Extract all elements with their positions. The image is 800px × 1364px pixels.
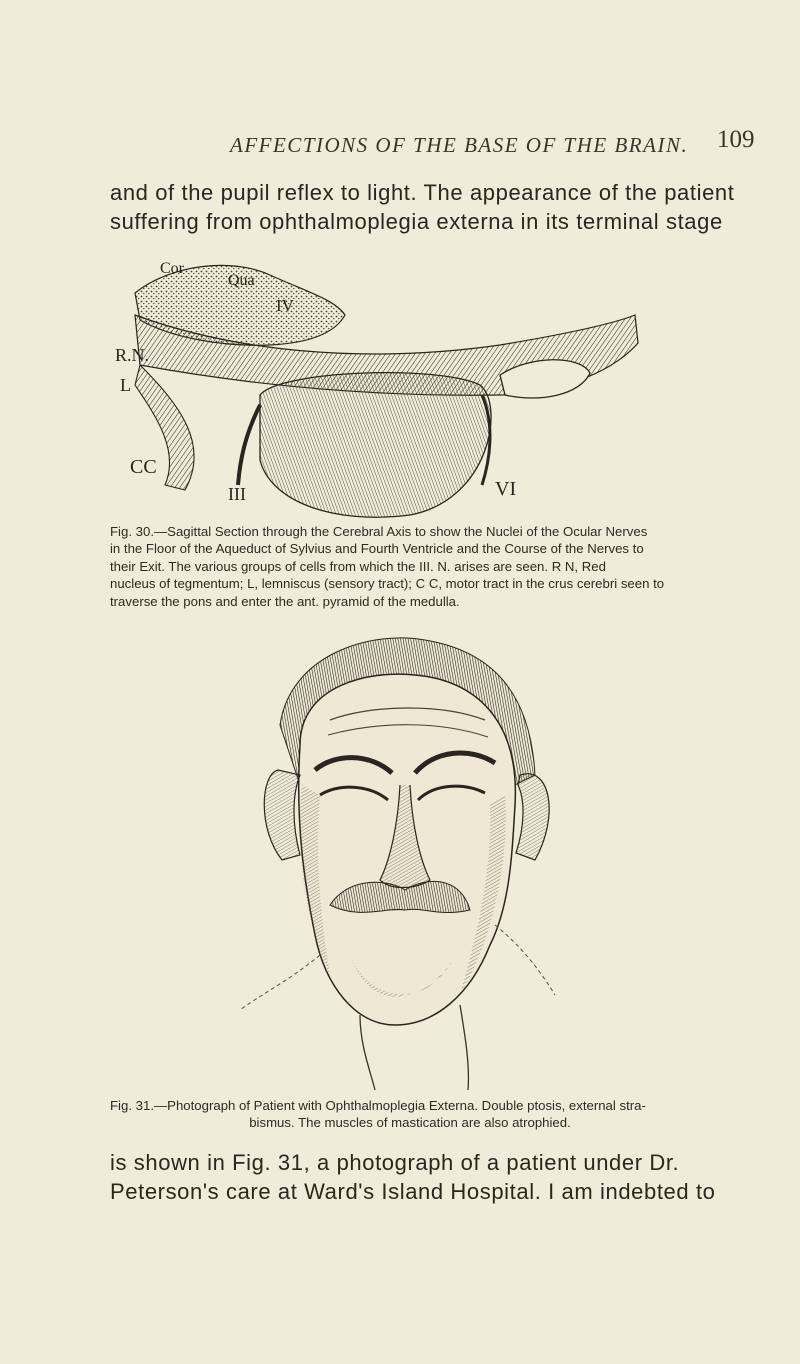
- figure-31-face-drawing: [220, 625, 580, 1095]
- label-iii: III: [228, 484, 246, 504]
- collar-right: [495, 925, 555, 995]
- figure-30-caption-line-4: nucleus of tegmentum; L, lemniscus (sensory tract); C C, motor tract in the crus cerebri seen to: [110, 576, 665, 592]
- third-nerve-shape: [238, 405, 260, 485]
- label-l: L: [120, 375, 131, 395]
- paragraph-bottom: [110, 1148, 716, 1206]
- label-cor: Cor: [160, 260, 184, 277]
- label-iv: IV: [276, 296, 294, 315]
- figure-30-caption-line-1: Fig. 30.—Sagittal Section through the Cerebral Axis to show the Nuclei of the Ocular Nerves: [110, 524, 648, 539]
- label-cc: CC: [130, 456, 157, 478]
- label-qua: Qua: [228, 272, 255, 289]
- figure-31-caption-line-2: bismus. The muscles of mastication are also atrophied.: [249, 1115, 571, 1131]
- figure-30-sagittal-section: [110, 245, 650, 520]
- neck-left: [360, 1015, 375, 1090]
- right-ear: [516, 774, 549, 860]
- figure-30-caption-line-3: their Exit. The various groups of cells from which the III. N. arises are seen. R N, Red: [110, 558, 606, 574]
- running-head: AFFECTIONS OF THE BASE OF THE BRAIN.: [230, 133, 689, 157]
- figure-30-caption: [110, 523, 710, 610]
- paragraph-top-line-2: suffering from ophthalmoplegia externa in its terminal stage: [110, 209, 723, 234]
- paragraph-top-line-1: and of the pupil reflex to light. The appearance of the patient: [110, 180, 735, 205]
- label-rn: R.N.: [115, 345, 150, 365]
- figure-30-caption-line-5: traverse the pons and enter the ant. pyramid of the medulla.: [110, 593, 460, 609]
- paragraph-top: [110, 178, 735, 236]
- paragraph-bottom-line-2: Peterson's care at Ward's Island Hospital. I am indebted to: [110, 1179, 716, 1204]
- label-vi: VI: [495, 478, 517, 500]
- figure-31-caption: [110, 1097, 710, 1132]
- pons-shape: [260, 373, 491, 518]
- left-ear: [264, 770, 300, 860]
- collar-left: [240, 955, 320, 1010]
- paragraph-bottom-line-1: is shown in Fig. 31, a photograph of a patient under Dr.: [110, 1150, 680, 1175]
- neck-right: [460, 1005, 468, 1090]
- page-number: 109: [717, 126, 755, 153]
- figure-31-caption-line-1: Fig. 31.—Photograph of Patient with Ophthalmoplegia Externa. Double ptosis, external stra-: [110, 1098, 646, 1113]
- figure-30-caption-line-2: in the Floor of the Aqueduct of Sylvius and Fourth Ventricle and the Course of the Nerves to: [110, 541, 644, 557]
